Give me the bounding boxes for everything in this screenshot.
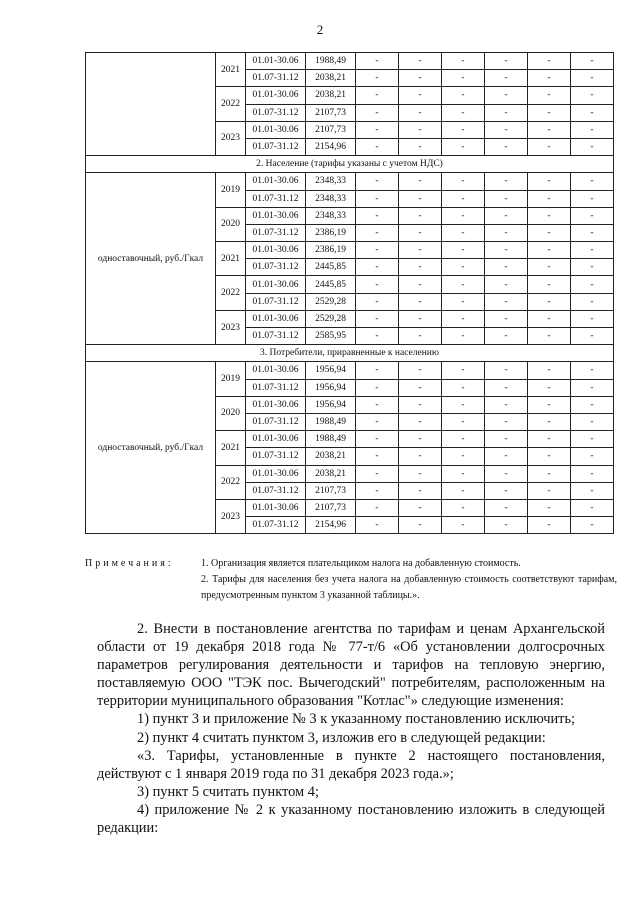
amendments-text	[97, 620, 605, 837]
empty-dash-cell: -	[571, 104, 614, 121]
empty-dash-cell: -	[528, 121, 571, 138]
paragraph-intro: 2. Внести в постановление агентства по тарифам и ценам Архангельской области от 19 декабря 2018 года № 77-т/6 «Об установлении долгосрочных параметров регулирования деятельности и тарифов на тепловую энергию, поставляемую ООО "ТЭК пос. Вычегодский" потребителям, расположенным на территории муниципального образования "Котлас"» следующие изменения:	[97, 621, 605, 710]
empty-dash-cell: -	[399, 121, 442, 138]
empty-dash-cell: -	[442, 242, 485, 259]
empty-dash-cell: -	[356, 224, 399, 241]
empty-dash-cell: -	[399, 259, 442, 276]
empty-dash-cell: -	[399, 53, 442, 70]
empty-dash-cell: -	[571, 482, 614, 499]
empty-dash-cell: -	[399, 293, 442, 310]
year-cell: 2021	[216, 53, 246, 87]
empty-dash-cell: -	[528, 293, 571, 310]
period-cell: 01.07-31.12	[246, 70, 306, 87]
empty-dash-cell: -	[442, 190, 485, 207]
tariff-value-cell: 2038,21	[306, 465, 356, 482]
empty-dash-cell: -	[442, 121, 485, 138]
paragraph-item-4: 4) приложение № 2 к указанному постановлению изложить в следующей редакции:	[97, 801, 605, 837]
empty-dash-cell: -	[571, 87, 614, 104]
empty-dash-cell: -	[485, 293, 528, 310]
empty-dash-cell: -	[571, 242, 614, 259]
tariff-value-cell: 2445,85	[306, 259, 356, 276]
empty-dash-cell: -	[399, 190, 442, 207]
empty-dash-cell: -	[399, 173, 442, 190]
empty-dash-cell: -	[485, 138, 528, 155]
empty-dash-cell: -	[356, 448, 399, 465]
empty-dash-cell: -	[485, 362, 528, 379]
section-header-row	[86, 156, 614, 173]
tariff-value-cell: 2107,73	[306, 121, 356, 138]
empty-dash-cell: -	[571, 207, 614, 224]
empty-dash-cell: -	[571, 499, 614, 516]
empty-dash-cell: -	[442, 224, 485, 241]
year-cell: 2021	[216, 431, 246, 465]
tariff-value-cell: 2386,19	[306, 224, 356, 241]
empty-dash-cell: -	[442, 396, 485, 413]
empty-dash-cell: -	[399, 328, 442, 345]
year-cell: 2019	[216, 173, 246, 207]
empty-dash-cell: -	[571, 259, 614, 276]
period-cell: 01.07-31.12	[246, 413, 306, 430]
note-item-1: 1. Организация является плательщиком налога на добавленную стоимость.	[201, 558, 521, 569]
empty-dash-cell: -	[571, 138, 614, 155]
empty-dash-cell: -	[485, 448, 528, 465]
empty-dash-cell: -	[442, 362, 485, 379]
empty-dash-cell: -	[442, 173, 485, 190]
empty-dash-cell: -	[571, 413, 614, 430]
year-cell: 2023	[216, 121, 246, 155]
empty-dash-cell: -	[571, 224, 614, 241]
tariff-value-cell: 2154,96	[306, 517, 356, 534]
empty-dash-cell: -	[356, 517, 399, 534]
empty-dash-cell: -	[356, 190, 399, 207]
period-cell: 01.01-30.06	[246, 499, 306, 516]
empty-dash-cell: -	[485, 379, 528, 396]
empty-dash-cell: -	[528, 207, 571, 224]
empty-dash-cell: -	[399, 379, 442, 396]
empty-dash-cell: -	[442, 517, 485, 534]
period-cell: 01.01-30.06	[246, 53, 306, 70]
empty-dash-cell: -	[571, 121, 614, 138]
empty-dash-cell: -	[442, 259, 485, 276]
period-cell: 01.01-30.06	[246, 242, 306, 259]
empty-dash-cell: -	[485, 431, 528, 448]
empty-dash-cell: -	[528, 53, 571, 70]
empty-dash-cell: -	[528, 173, 571, 190]
section-header-row	[86, 345, 614, 362]
table-row	[86, 362, 614, 379]
empty-dash-cell: -	[528, 70, 571, 87]
empty-dash-cell: -	[399, 138, 442, 155]
year-cell: 2022	[216, 276, 246, 310]
empty-dash-cell: -	[442, 448, 485, 465]
empty-dash-cell: -	[442, 138, 485, 155]
empty-dash-cell: -	[571, 517, 614, 534]
period-cell: 01.07-31.12	[246, 517, 306, 534]
empty-dash-cell: -	[442, 413, 485, 430]
empty-dash-cell: -	[571, 362, 614, 379]
empty-dash-cell: -	[528, 224, 571, 241]
tariff-value-cell: 2107,73	[306, 482, 356, 499]
empty-dash-cell: -	[442, 104, 485, 121]
period-cell: 01.07-31.12	[246, 190, 306, 207]
tariff-value-cell: 2386,19	[306, 242, 356, 259]
tariff-value-cell: 1988,49	[306, 413, 356, 430]
empty-dash-cell: -	[528, 310, 571, 327]
page-number: 2	[316, 22, 324, 37]
empty-dash-cell: -	[356, 431, 399, 448]
empty-dash-cell: -	[485, 242, 528, 259]
empty-dash-cell: -	[485, 259, 528, 276]
paragraph-quote: «3. Тарифы, установленные в пункте 2 настоящего постановления, действуют с 1 января 2019 года по 31 декабря 2023 года.»;	[97, 747, 605, 782]
tariff-table	[85, 52, 614, 534]
empty-dash-cell: -	[485, 87, 528, 104]
empty-dash-cell: -	[442, 328, 485, 345]
empty-dash-cell: -	[442, 379, 485, 396]
paragraph-item-3: 3) пункт 5 считать пунктом 4;	[137, 783, 319, 800]
empty-dash-cell: -	[528, 499, 571, 516]
empty-dash-cell: -	[399, 242, 442, 259]
empty-dash-cell: -	[485, 53, 528, 70]
period-cell: 01.01-30.06	[246, 396, 306, 413]
period-cell: 01.01-30.06	[246, 173, 306, 190]
tariff-value-cell: 2154,96	[306, 138, 356, 155]
empty-dash-cell: -	[528, 396, 571, 413]
tariff-value-cell: 1956,94	[306, 396, 356, 413]
empty-dash-cell: -	[528, 431, 571, 448]
period-cell: 01.01-30.06	[246, 207, 306, 224]
empty-dash-cell: -	[485, 499, 528, 516]
tariff-value-cell: 1956,94	[306, 362, 356, 379]
empty-dash-cell: -	[399, 276, 442, 293]
tariff-value-cell: 2348,33	[306, 173, 356, 190]
notes-label: Примечания:	[85, 558, 174, 569]
empty-dash-cell: -	[485, 190, 528, 207]
period-cell: 01.07-31.12	[246, 379, 306, 396]
empty-dash-cell: -	[485, 310, 528, 327]
period-cell: 01.07-31.12	[246, 482, 306, 499]
empty-dash-cell: -	[356, 499, 399, 516]
empty-dash-cell: -	[528, 104, 571, 121]
empty-dash-cell: -	[399, 310, 442, 327]
empty-dash-cell: -	[356, 482, 399, 499]
empty-dash-cell: -	[399, 70, 442, 87]
empty-dash-cell: -	[571, 293, 614, 310]
empty-dash-cell: -	[528, 138, 571, 155]
empty-dash-cell: -	[399, 396, 442, 413]
empty-dash-cell: -	[356, 53, 399, 70]
empty-dash-cell: -	[485, 70, 528, 87]
period-cell: 01.01-30.06	[246, 121, 306, 138]
empty-dash-cell: -	[356, 362, 399, 379]
empty-dash-cell: -	[356, 310, 399, 327]
empty-dash-cell: -	[485, 413, 528, 430]
tariff-value-cell: 2107,73	[306, 104, 356, 121]
empty-dash-cell: -	[356, 138, 399, 155]
empty-dash-cell: -	[356, 259, 399, 276]
empty-dash-cell: -	[571, 396, 614, 413]
empty-dash-cell: -	[356, 413, 399, 430]
period-cell: 01.07-31.12	[246, 448, 306, 465]
year-cell: 2020	[216, 396, 246, 430]
period-cell: 01.07-31.12	[246, 138, 306, 155]
tariff-description-cell	[86, 53, 216, 156]
period-cell: 01.07-31.12	[246, 224, 306, 241]
empty-dash-cell: -	[356, 70, 399, 87]
empty-dash-cell: -	[442, 482, 485, 499]
tariff-value-cell: 2445,85	[306, 276, 356, 293]
empty-dash-cell: -	[356, 207, 399, 224]
empty-dash-cell: -	[528, 87, 571, 104]
empty-dash-cell: -	[571, 431, 614, 448]
period-cell: 01.01-30.06	[246, 276, 306, 293]
tariff-value-cell: 2348,33	[306, 190, 356, 207]
tariff-value-cell: 2107,73	[306, 499, 356, 516]
empty-dash-cell: -	[399, 448, 442, 465]
empty-dash-cell: -	[528, 328, 571, 345]
tariff-value-cell: 2529,28	[306, 310, 356, 327]
empty-dash-cell: -	[485, 224, 528, 241]
period-cell: 01.01-30.06	[246, 362, 306, 379]
empty-dash-cell: -	[442, 70, 485, 87]
table-row	[86, 53, 614, 70]
tariff-value-cell: 2038,21	[306, 70, 356, 87]
empty-dash-cell: -	[485, 173, 528, 190]
year-cell: 2022	[216, 465, 246, 499]
empty-dash-cell: -	[571, 310, 614, 327]
tariff-value-cell: 1988,49	[306, 431, 356, 448]
empty-dash-cell: -	[485, 482, 528, 499]
empty-dash-cell: -	[356, 87, 399, 104]
empty-dash-cell: -	[356, 173, 399, 190]
empty-dash-cell: -	[356, 276, 399, 293]
empty-dash-cell: -	[442, 87, 485, 104]
year-cell: 2023	[216, 499, 246, 533]
empty-dash-cell: -	[528, 362, 571, 379]
empty-dash-cell: -	[399, 87, 442, 104]
empty-dash-cell: -	[485, 517, 528, 534]
empty-dash-cell: -	[485, 104, 528, 121]
empty-dash-cell: -	[571, 173, 614, 190]
empty-dash-cell: -	[528, 276, 571, 293]
empty-dash-cell: -	[442, 431, 485, 448]
empty-dash-cell: -	[571, 53, 614, 70]
empty-dash-cell: -	[571, 276, 614, 293]
empty-dash-cell: -	[356, 293, 399, 310]
empty-dash-cell: -	[356, 242, 399, 259]
empty-dash-cell: -	[571, 70, 614, 87]
empty-dash-cell: -	[399, 517, 442, 534]
period-cell: 01.01-30.06	[246, 310, 306, 327]
empty-dash-cell: -	[442, 293, 485, 310]
year-cell: 2020	[216, 207, 246, 241]
empty-dash-cell: -	[442, 276, 485, 293]
empty-dash-cell: -	[442, 53, 485, 70]
tariff-value-cell: 1988,49	[306, 53, 356, 70]
period-cell: 01.01-30.06	[246, 87, 306, 104]
empty-dash-cell: -	[442, 499, 485, 516]
empty-dash-cell: -	[442, 207, 485, 224]
tariff-value-cell: 1956,94	[306, 379, 356, 396]
empty-dash-cell: -	[356, 104, 399, 121]
year-cell: 2021	[216, 242, 246, 276]
empty-dash-cell: -	[399, 465, 442, 482]
empty-dash-cell: -	[356, 465, 399, 482]
empty-dash-cell: -	[528, 482, 571, 499]
empty-dash-cell: -	[571, 448, 614, 465]
period-cell: 01.07-31.12	[246, 259, 306, 276]
tariff-value-cell: 2038,21	[306, 448, 356, 465]
empty-dash-cell: -	[571, 465, 614, 482]
year-cell: 2022	[216, 87, 246, 121]
empty-dash-cell: -	[485, 276, 528, 293]
table-row	[86, 173, 614, 190]
empty-dash-cell: -	[528, 259, 571, 276]
empty-dash-cell: -	[485, 121, 528, 138]
tariff-description-cell: одноставочный, руб./Гкал	[86, 362, 216, 534]
period-cell: 01.01-30.06	[246, 465, 306, 482]
empty-dash-cell: -	[528, 465, 571, 482]
empty-dash-cell: -	[485, 396, 528, 413]
tariff-value-cell: 2348,33	[306, 207, 356, 224]
empty-dash-cell: -	[571, 328, 614, 345]
section-title: 2. Население (тарифы указаны с учетом НДС)	[86, 156, 614, 173]
year-cell: 2019	[216, 362, 246, 396]
empty-dash-cell: -	[399, 362, 442, 379]
empty-dash-cell: -	[485, 465, 528, 482]
tariff-value-cell: 2038,21	[306, 87, 356, 104]
empty-dash-cell: -	[442, 465, 485, 482]
empty-dash-cell: -	[528, 190, 571, 207]
empty-dash-cell: -	[399, 207, 442, 224]
empty-dash-cell: -	[399, 224, 442, 241]
empty-dash-cell: -	[571, 190, 614, 207]
period-cell: 01.07-31.12	[246, 293, 306, 310]
empty-dash-cell: -	[528, 448, 571, 465]
empty-dash-cell: -	[571, 379, 614, 396]
empty-dash-cell: -	[356, 379, 399, 396]
section-title: 3. Потребители, приравненные к населению	[86, 345, 614, 362]
empty-dash-cell: -	[485, 328, 528, 345]
period-cell: 01.01-30.06	[246, 431, 306, 448]
tariff-value-cell: 2585,95	[306, 328, 356, 345]
empty-dash-cell: -	[399, 499, 442, 516]
paragraph-item-1: 1) пункт 3 и приложение № 3 к указанному постановлению исключить;	[137, 711, 576, 728]
empty-dash-cell: -	[356, 396, 399, 413]
paragraph-item-2: 2) пункт 4 считать пунктом 3, изложив его в следующей редакции:	[137, 729, 546, 746]
empty-dash-cell: -	[528, 517, 571, 534]
empty-dash-cell: -	[528, 379, 571, 396]
period-cell: 01.07-31.12	[246, 328, 306, 345]
empty-dash-cell: -	[356, 328, 399, 345]
empty-dash-cell: -	[356, 121, 399, 138]
empty-dash-cell: -	[399, 413, 442, 430]
tariff-description-cell: одноставочный, руб./Гкал	[86, 173, 216, 345]
empty-dash-cell: -	[528, 413, 571, 430]
period-cell: 01.07-31.12	[246, 104, 306, 121]
note-item-2: 2. Тарифы для населения без учета налога на добавленную стоимость соответствуют тарифам, предусмотренным пунктом 3 указанной таблицы.».	[201, 574, 617, 601]
empty-dash-cell: -	[528, 242, 571, 259]
empty-dash-cell: -	[399, 431, 442, 448]
empty-dash-cell: -	[399, 104, 442, 121]
empty-dash-cell: -	[485, 207, 528, 224]
empty-dash-cell: -	[399, 482, 442, 499]
tariff-value-cell: 2529,28	[306, 293, 356, 310]
empty-dash-cell: -	[442, 310, 485, 327]
year-cell: 2023	[216, 310, 246, 344]
